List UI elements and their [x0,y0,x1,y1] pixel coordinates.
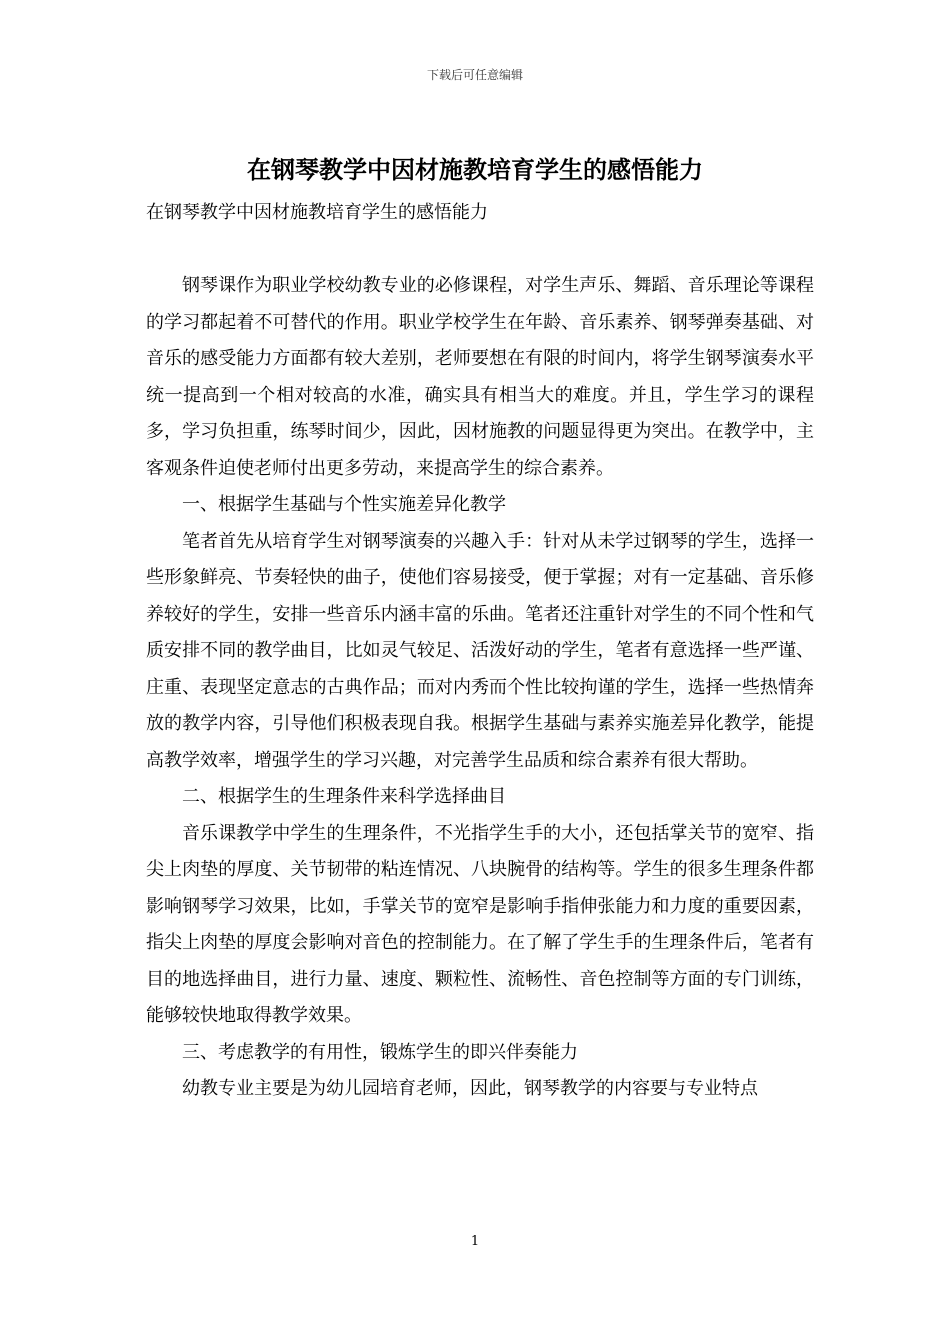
page-header-note: 下载后可任意编辑 [426,68,523,82]
section-heading: 三、考虑教学的有用性，锻炼学生的即兴伴奏能力 [182,1041,578,1063]
section-heading: 二、根据学生的生理条件来科学选择曲目 [182,786,506,807]
page-number: 1 [470,1234,480,1249]
body-paragraph: 笔者首先从培育学生对钢琴演奏的兴趣入手：针对从未学过钢琴的学生，选择一些形象鲜亮、节奏轻快的曲子，使他们容易接受，便于掌握；对有一定基础、音乐修养较好的学生，安排一些音乐内涵丰富的乐曲。笔者还注重针对学生的不同个性和气质安排不同的教学曲目，比如灵气较足、活泼好动的学生，笔者有意选择一些严谨、庄重、表现坚定意志的古典作品；而对内秀而个性比较拘谨的学生，选择一些热情奔放的教学内容，引导他们积极表现自我。根据学生基础与素养实施差异化教学，能提高教学效率，增强学生的学习兴趣，对完善学生品质和综合素养有很大帮助。 [146,530,814,771]
body-paragraph: 音乐课教学中学生的生理条件，不光指学生手的大小，还包括掌关节的宽窄、指尖上肉垫的厚度、关节韧带的粘连情况、八块腕骨的结构等。学生的很多生理条件都影响钢琴学习效果，比如，手掌关节的宽窄是影响手指伸张能力和力度的重要因素，指尖上肉垫的厚度会影响对音色的控制能力。在了解了学生手的生理条件后，笔者有目的地选择曲目，进行力量、速度、颗粒性、流畅性、音色控制等方面的专门训练，能够较快地取得教学效果。 [146,822,814,1026]
document-body [146,268,814,1108]
document-subtitle: 在钢琴教学中因材施教培育学生的感悟能力 [146,202,488,223]
section-heading: 一、根据学生基础与个性实施差异化教学 [182,494,506,515]
body-paragraph: 钢琴课作为职业学校幼教专业的必修课程，对学生声乐、舞蹈、音乐理论等课程的学习都起着不可替代的作用。职业学校学生在年龄、音乐素养、钢琴弹奏基础、对音乐的感受能力方面都有较大差别，老师要想在有限的时间内，将学生钢琴演奏水平统一提高到一个相对较高的水准，确实具有相当大的难度。并且，学生学习的课程多，学习负担重，练琴时间少，因此，因材施教的问题显得更为突出。在教学中，主客观条件迫使老师付出更多劳动，来提高学生的综合素养。 [146,275,814,479]
body-paragraph: 幼教专业主要是为幼儿园培育老师，因此，钢琴教学的内容要与专业特点 [182,1078,758,1099]
document-title: 在钢琴教学中因材施教培育学生的感悟能力 [247,155,703,184]
